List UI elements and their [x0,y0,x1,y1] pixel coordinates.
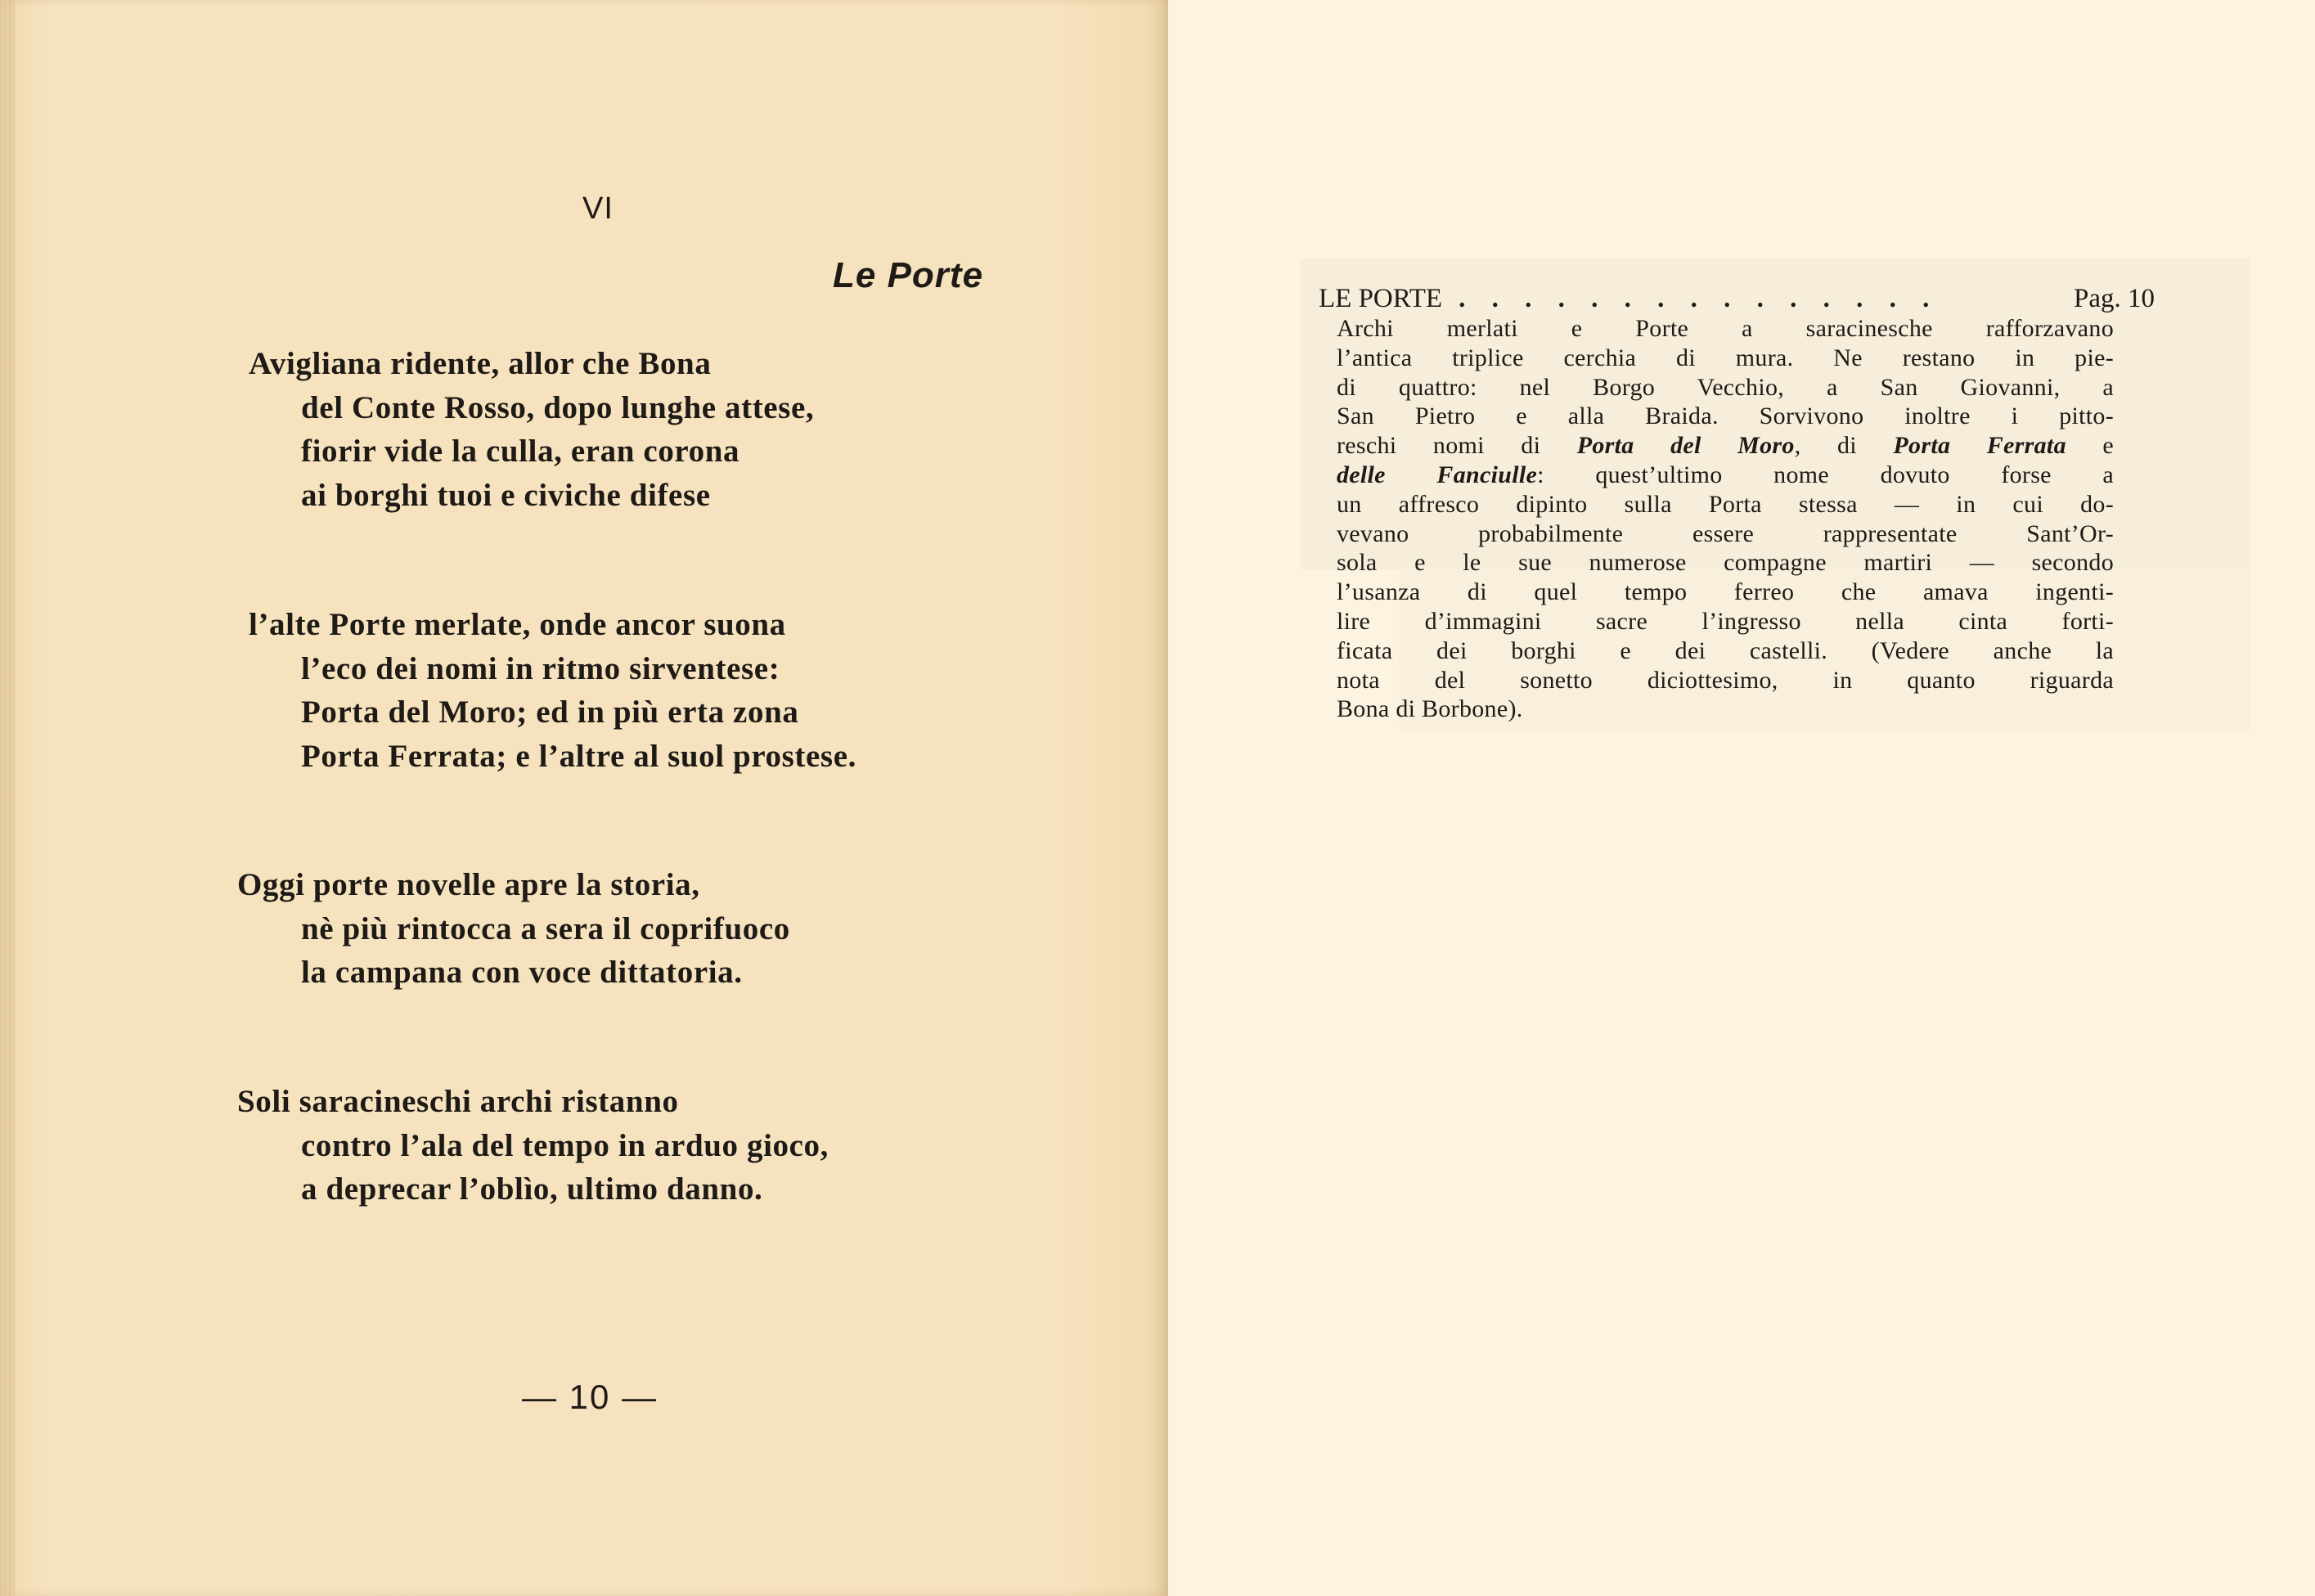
note-line: un affresco dipinto sulla Porta stessa — in cui do- [1337,490,2114,518]
chapter-number: VI [582,191,614,226]
note-line: ficata dei borghi e dei castelli. (Vedere anche la [1337,636,2114,664]
poem-title: Le Porte [833,255,984,295]
note-line: Bona di Borbone). [1337,695,1523,723]
page-number: — 10 — [522,1378,659,1416]
verse-line: Soli saracineschi archi ristanno [237,1084,679,1119]
verse-line: la campana con voce dittatoria. [301,955,743,990]
page-reference: Pag. 10 [2074,284,2155,313]
note-line: San Pietro e alla Braida. Sorvivono inoltre i pitto- [1337,402,2114,430]
verse-line: a deprecar l’oblìo, ultimo danno. [301,1171,763,1207]
note-heading [1319,283,2155,314]
note-heading-label: LE PORTE [1319,284,1443,313]
dot-leader: . . . . . . . . . . . . . . . [1459,284,1940,313]
note-line: delle Fanciulle: quest’ultimo nome dovuto forse a [1337,461,2114,488]
italic-name: Porta del Moro [1576,432,1795,460]
stanza-4 [237,1080,829,1212]
note-line: Archi merlati e Porte a saracinesche rafforzavano [1337,315,2114,342]
stanza-3 [237,863,790,995]
note-line: l’usanza di quel tempo ferreo che amava ingenti- [1337,578,2114,606]
verse-line: del Conte Rosso, dopo lunghe attese, [301,389,815,425]
verse-line: fiorir vide la culla, eran corona [301,434,740,469]
verse-line: l’eco dei nomi in ritmo sirventese: [301,650,780,686]
verse-line: contro l’ala del tempo in arduo gioco, [301,1127,829,1163]
note-line: nota del sonetto diciottesimo, in quanto riguarda [1337,666,2114,694]
verse-line: l’alte Porte merlate, onde ancor suona [249,607,786,642]
italic-name: Porta Ferrata [1893,432,2066,460]
stanza-2 [237,603,856,778]
note-line: vevano probabilmente essere rappresentate Sant’Or- [1337,519,2114,547]
verse-line: Oggi porte novelle apre la storia, [237,867,700,902]
note-line: di quattro: nel Borgo Vecchio, a San Giovanni, a [1337,373,2114,401]
verse-line: nè più rintocca a sera il coprifuoco [301,910,790,946]
verse-line: Avigliana ridente, allor che Bona [249,346,712,381]
page-edge [0,0,15,1596]
note-line: sola e le sue numerose compagne martiri — secondo [1337,549,2114,577]
verse-line: Porta Ferrata; e l’altre al suol prostese. [301,738,856,774]
italic-name: delle Fanciulle [1337,461,1538,488]
note-body [1337,314,2114,724]
note-line: reschi nomi di Porta del Moro, di Porta Ferrata e [1337,432,2114,460]
note-line: l’antica triplice cerchia di mura. Ne restano in pie- [1337,344,2114,371]
verse-line: Porta del Moro; ed in più erta zona [301,695,799,730]
note-line: lire d’immagini sacre l’ingresso nella cinta forti- [1337,607,2114,635]
stanza-1 [237,342,814,517]
right-page [1168,0,2315,1596]
verse-line: ai borghi tuoi e civiche difese [301,477,711,513]
